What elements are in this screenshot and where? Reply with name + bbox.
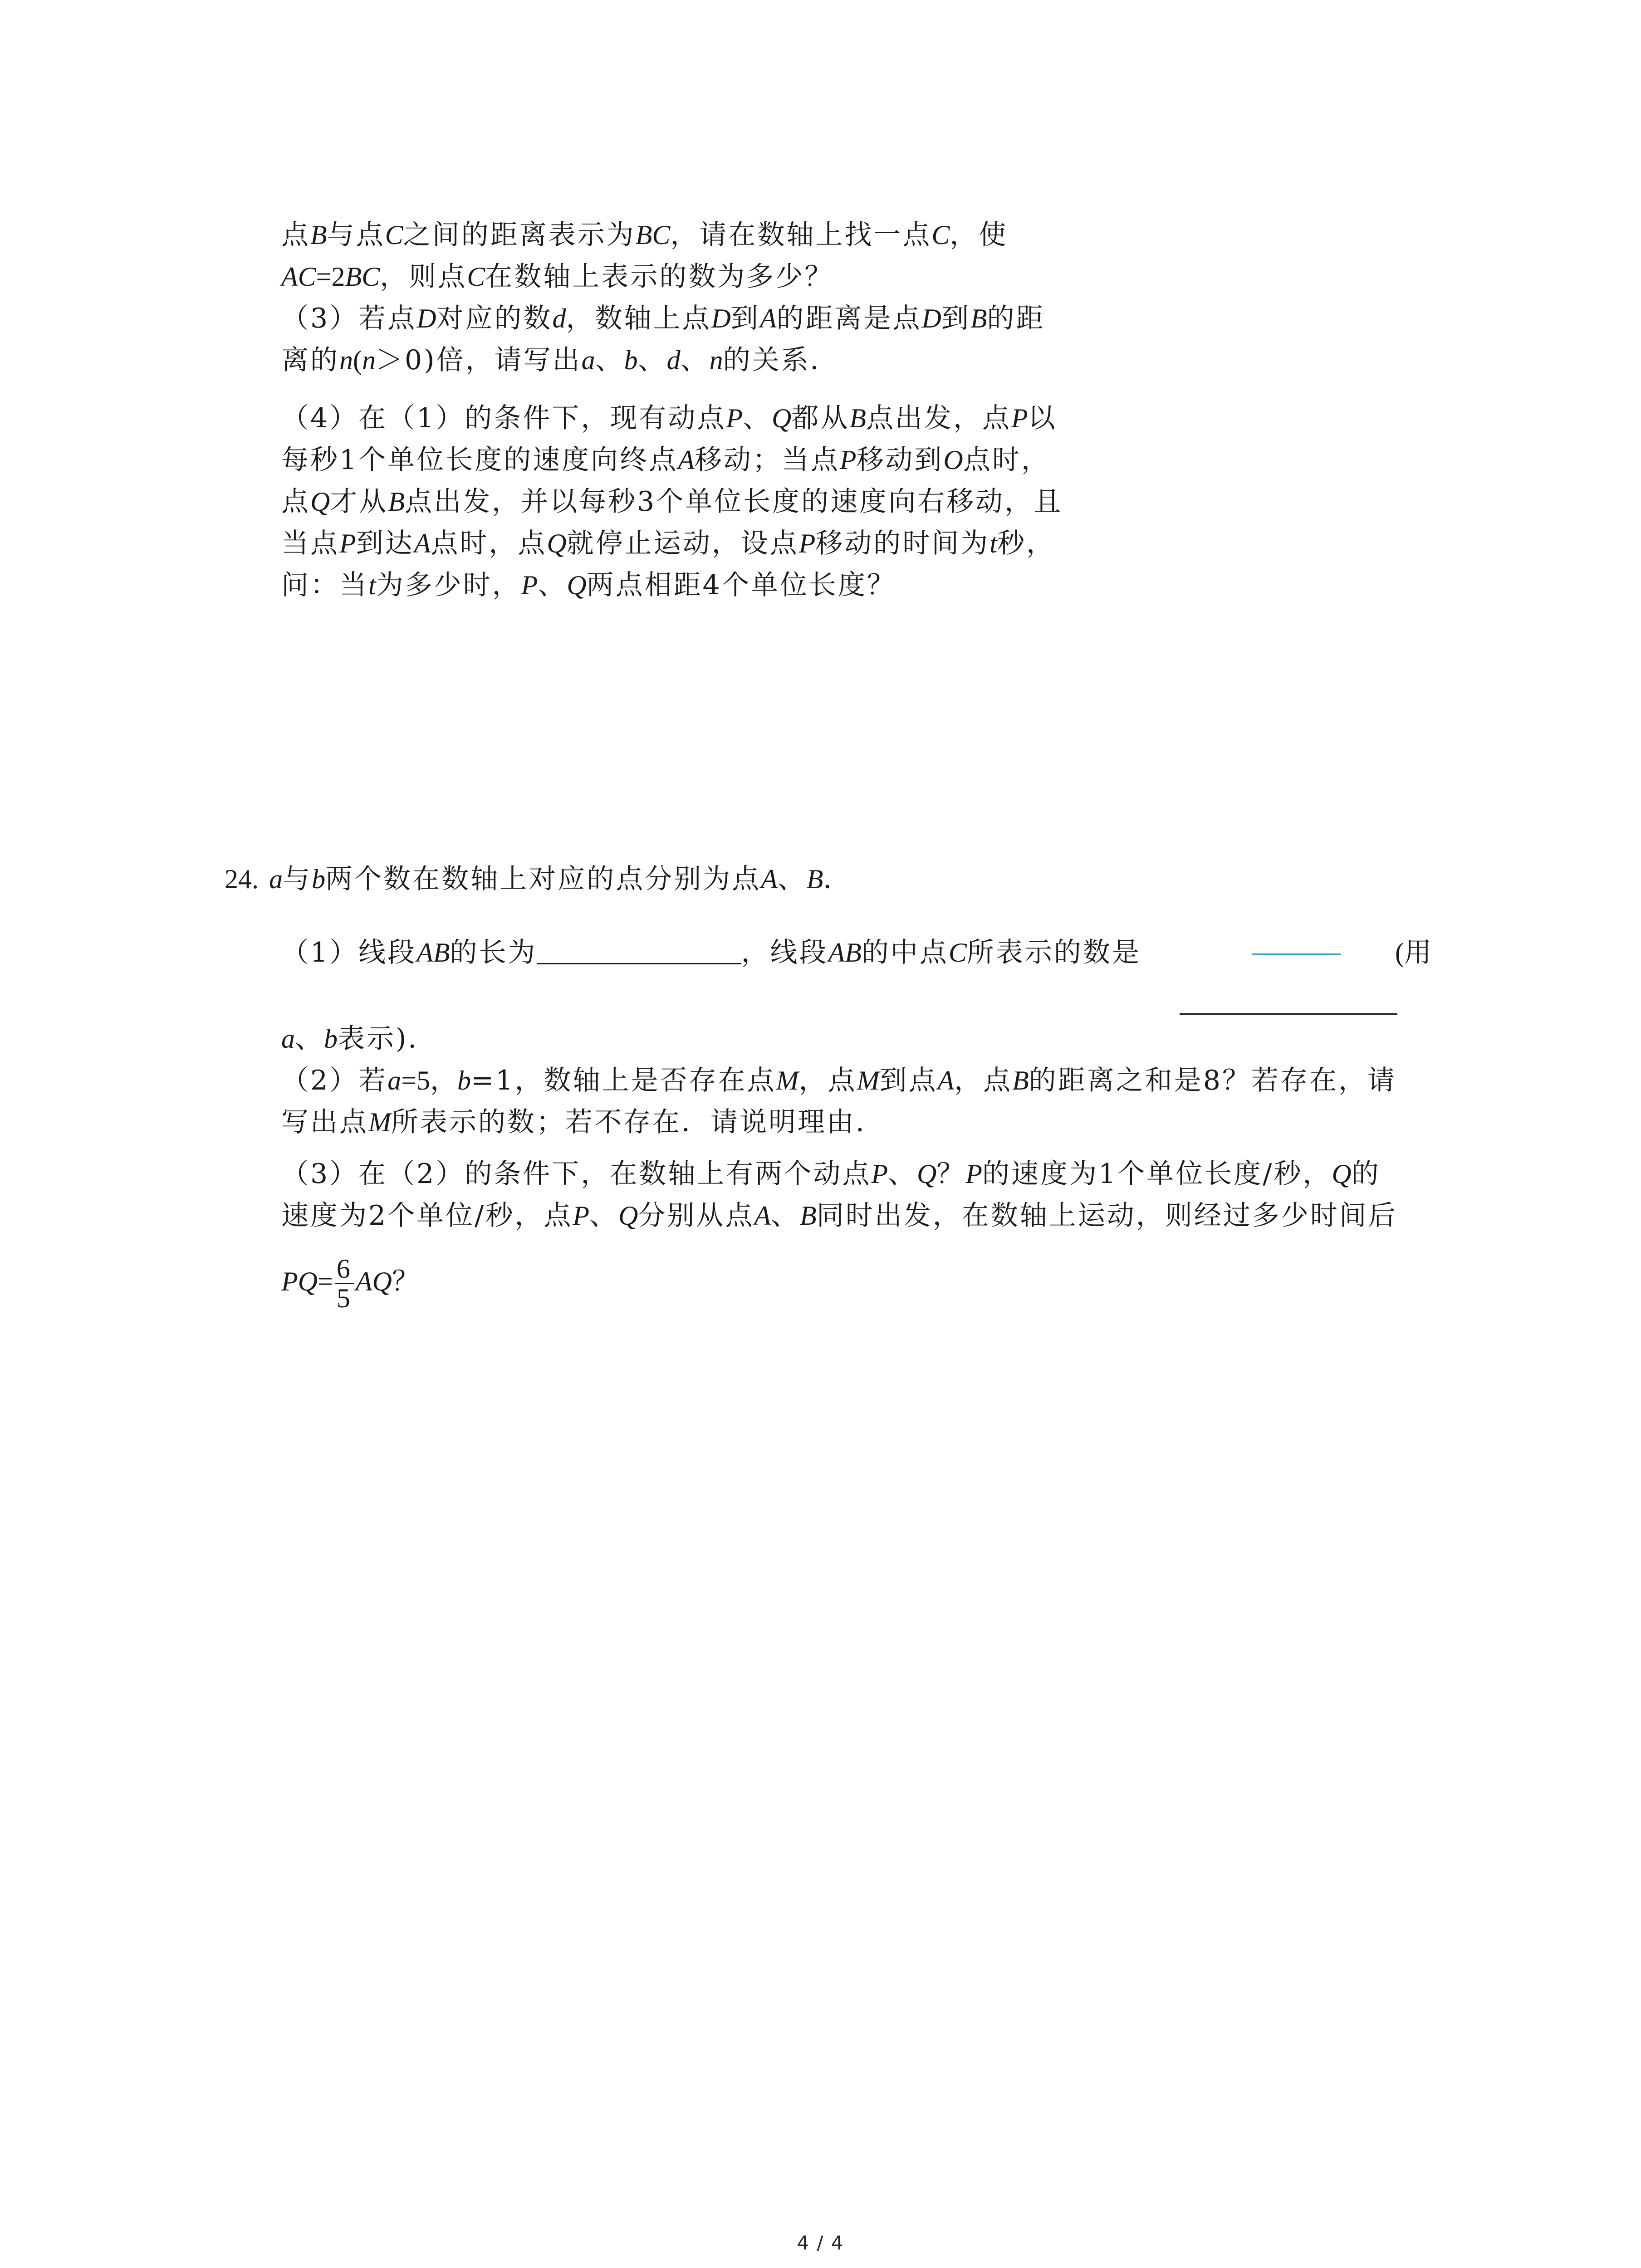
q23-line-5: （4）在（1）的条件下，现有动点P、Q都从B点出发，点P以 bbox=[281, 402, 1057, 434]
q23-line-9: 问：当t为多少时，P、Q两点相距4个单位长度？ bbox=[281, 569, 896, 601]
q23-line-3: （3）若点D对应的数d，数轴上点D到A的距离是点D到B的距 bbox=[281, 303, 1045, 334]
q24-part2: （2）若a=5，b=1，数轴上是否存在点M，点M到点A，点B的距离之和是8？若存在，请 bbox=[281, 1065, 1396, 1096]
answer-blank-midpoint[interactable] bbox=[1180, 1013, 1397, 1015]
q23-line-7: 点Q才从B点出发，并以每秒3个单位长度的速度向右移动，且 bbox=[281, 486, 1063, 518]
q24-part1-tail: (用 bbox=[1395, 938, 1431, 968]
fraction-six-fifths: $\frac{6}{5}$ bbox=[335, 1255, 354, 1312]
page-number: 4 / 4 bbox=[797, 2232, 844, 2254]
answer-hint-line bbox=[1252, 953, 1341, 955]
q24-stem: 24. a与b两个数在数轴上对应的点分别为点A、B． bbox=[225, 863, 852, 895]
q24-part3: （3）在（2）的条件下，在数轴上有两个动点P、Q？P的速度为1个单位长度/秒，Q的 bbox=[281, 1158, 1381, 1190]
q24-part3-b: 速度为2个单位/秒，点P、Q分别从点A、B同时出发，在数轴上运动，则经过多少时间后 bbox=[281, 1200, 1397, 1232]
question-number: 24. bbox=[225, 864, 259, 894]
q24-part1: （1）线段AB的长为 ，线段AB的中点C所表示的数是 bbox=[281, 937, 1141, 968]
q24-part3-c: PQ= $\frac{6}{5}$ AQ？ bbox=[281, 1253, 421, 1313]
answer-blank-length[interactable] bbox=[537, 938, 741, 964]
q24-part1-b: a、b表示)． bbox=[281, 1023, 437, 1055]
q23-line-1: 点B与点C之间的距离表示为BC，请在数轴上找一点C，使 bbox=[281, 219, 1008, 251]
q23-line-2: AC=2BC，则点C在数轴上表示的数为多少？ bbox=[281, 261, 834, 293]
q24-part2-b: 写出点M所表示的数；若不存在．请说明理由． bbox=[281, 1106, 885, 1138]
q23-line-8: 当点P到达A点时，点Q就停止运动，设点P移动的时间为t秒， bbox=[281, 528, 1055, 559]
q23-line-6: 每秒1个单位长度的速度向终点A移动；当点P移动到O点时， bbox=[281, 444, 1050, 476]
q23-line-4: 离的n(n＞0)倍，请写出a、b、d、n的关系． bbox=[281, 344, 839, 376]
